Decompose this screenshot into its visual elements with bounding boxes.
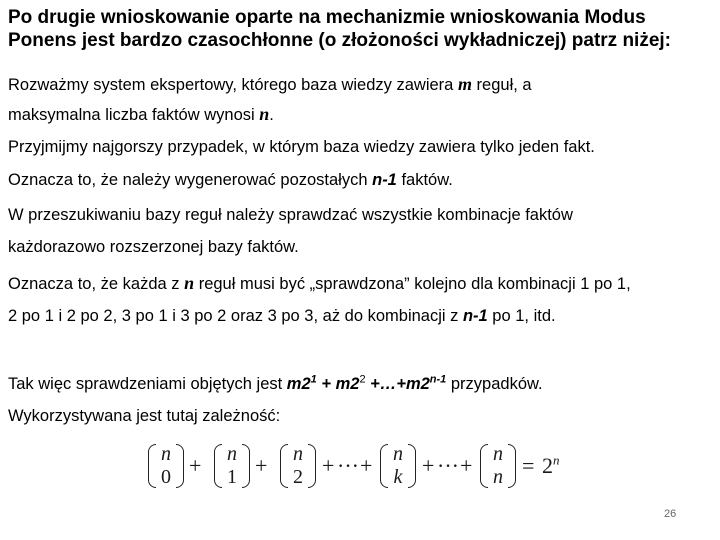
binomial-term xyxy=(214,442,250,492)
var-m: m xyxy=(457,74,472,94)
paragraph-5a xyxy=(8,273,631,294)
slide-title: Po drugie wnioskowanie oparte na mechanizmie wnioskowania Modus Ponens jest bardzo czasochłonne (o złożoności wykładniczej) patrz niżej: xyxy=(8,7,672,51)
text-run: po 1, itd. xyxy=(487,307,556,325)
binomial-term xyxy=(280,442,316,492)
binom-top: n xyxy=(161,443,171,465)
plus: + xyxy=(365,375,380,393)
binomial-term xyxy=(480,442,516,492)
binom-top: n xyxy=(227,443,237,465)
text-run: Tak więc sprawdzeniami objętych jest xyxy=(8,375,287,393)
ellipsis: … xyxy=(379,375,397,393)
text-run: maksymalna liczba faktów wynosi xyxy=(8,106,260,124)
exponent: n xyxy=(553,452,560,468)
binom-top: n xyxy=(493,443,503,465)
paragraph-3 xyxy=(8,170,453,190)
binom-top: n xyxy=(293,443,303,465)
text-run: przypadków. xyxy=(446,375,543,393)
plus-sign: + xyxy=(360,453,373,478)
var-n: n xyxy=(259,104,270,124)
term-2-exp: 2 xyxy=(359,373,366,386)
text-run: faktów. xyxy=(396,171,453,189)
plus-sign: + xyxy=(255,453,268,478)
binomial-term xyxy=(148,442,184,492)
paragraph-1b xyxy=(8,104,274,125)
base: 2 xyxy=(542,453,553,478)
paragraph-4b: każdorazowo rozszerzonej bazy faktów. xyxy=(8,238,299,256)
equals-sign: = xyxy=(522,453,535,478)
term-2: m2 xyxy=(335,375,360,393)
text-run: 2 po 1 i 2 po 2, 3 po 1 i 3 po 2 oraz 3 po 3, aż do kombinacji z xyxy=(8,307,463,325)
term-3-exp: n-1 xyxy=(429,373,447,386)
plus-sign: + xyxy=(189,453,202,478)
var-n-minus-1: n-1 xyxy=(462,307,488,325)
text-run: Oznacza to, że należy wygenerować pozostałych xyxy=(8,171,373,189)
paragraph-7: Wykorzystywana jest tutaj zależność: xyxy=(8,407,281,425)
plus: + xyxy=(316,375,336,393)
var-n: n xyxy=(184,273,195,293)
binom-bottom: 2 xyxy=(293,466,303,488)
term-1: m2 xyxy=(286,375,311,393)
slide-number: 26 xyxy=(664,508,677,520)
paragraph-4a: W przeszukiwaniu bazy reguł należy sprawdzać wszystkie kombinacje faktów xyxy=(8,206,573,224)
paragraph-6 xyxy=(8,374,543,394)
plus-sign: + xyxy=(322,453,335,478)
term-1-exp: 1 xyxy=(310,373,317,386)
text-run: Oznacza to, że każda z xyxy=(8,275,185,293)
ellipsis: ··· xyxy=(437,453,459,478)
power-of-two xyxy=(542,454,560,478)
binomial-term xyxy=(380,442,416,492)
binom-bottom: n xyxy=(493,466,503,488)
text-run: Rozważmy system ekspertowy, którego baza wiedzy zawiera xyxy=(8,76,458,94)
binom-top: n xyxy=(393,443,403,465)
paragraph-2: Przyjmijmy najgorszy przypadek, w którym baza wiedzy zawiera tylko jeden fakt. xyxy=(8,138,595,156)
binom-bottom: 0 xyxy=(161,466,171,488)
paragraph-1 xyxy=(8,74,532,95)
plus-sign: + xyxy=(460,453,473,478)
binom-bottom: k xyxy=(393,466,403,488)
plus-sign: + xyxy=(422,453,435,478)
text-run: reguł, a xyxy=(471,76,532,94)
binom-bottom: 1 xyxy=(227,466,237,488)
var-n-minus-1: n-1 xyxy=(372,171,397,189)
text-run: . xyxy=(269,106,274,124)
ellipsis: ··· xyxy=(337,453,359,478)
term-3: +m2 xyxy=(396,375,430,393)
text-run: reguł musi być „sprawdzona” kolejno dla kombinacji 1 po 1, xyxy=(194,275,631,293)
paragraph-5b xyxy=(8,306,556,326)
binomial-sum-formula xyxy=(148,442,578,492)
